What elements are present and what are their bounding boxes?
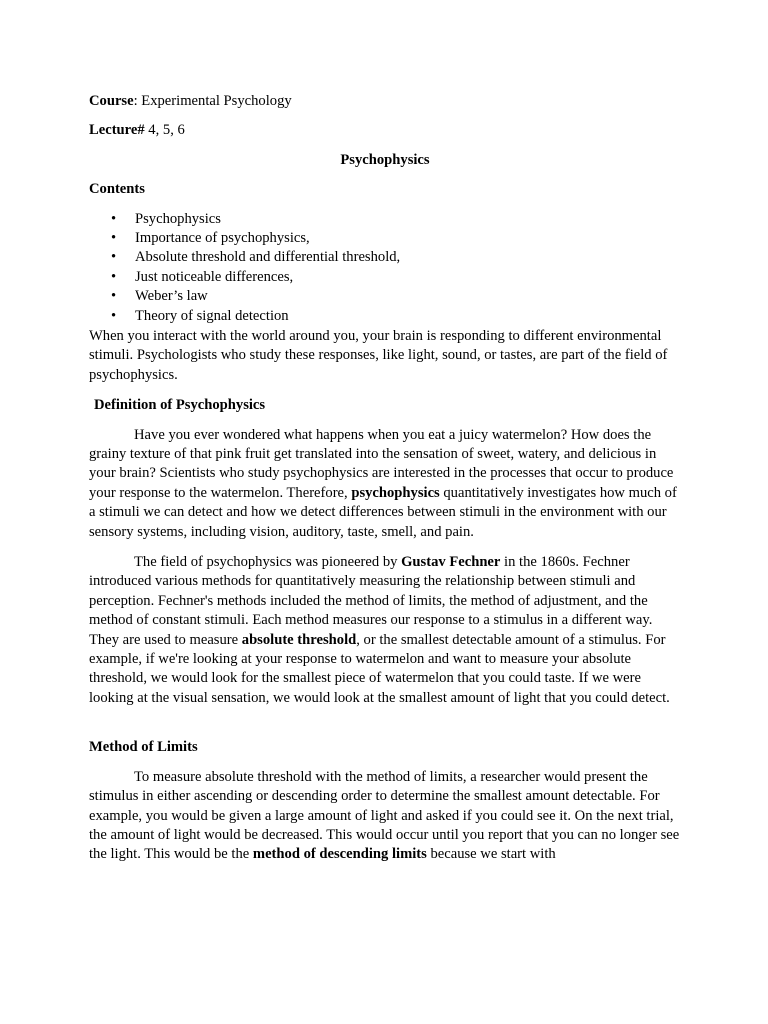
definition-paragraph-2 (89, 553, 681, 708)
contents-item-label: Absolute threshold and differential threshold, (135, 249, 401, 266)
bold-term: psychophysics (351, 484, 440, 501)
text-run: quantitatively investigates how much of a stimuli we can detect and how we detect differences between stimuli in the environment with our sensory systems, including vision, auditory, taste, smell, and pain. (89, 484, 677, 540)
bullet-icon: • (111, 249, 117, 266)
contents-item (89, 229, 681, 248)
contents-item (89, 268, 681, 287)
definition-paragraph-1 (89, 426, 681, 542)
text-run: To measure absolute threshold with the method of limits, a researcher would present the stimulus in either ascending or descending order to determine the smallest amount detectable. For example, you would be given a large amount of light and asked if you could see it. On the next trial, the amount of light would be decreased. This would occur until you report that you can no longer see the light. This would be the (89, 768, 680, 863)
contents-item (89, 287, 681, 306)
intro-paragraph: When you interact with the world around you, your brain is responding to different environmental stimuli. Psychologists who study these responses, like light, sound, or tastes, are part of the field of psychophysics. (89, 327, 668, 383)
contents-item-label: Importance of psychophysics, (135, 230, 310, 247)
document-title: Psychophysics (340, 151, 430, 168)
bold-term: method of descending limits (252, 846, 427, 863)
bullet-icon: • (111, 307, 117, 324)
contents-item-label: Psychophysics (135, 210, 221, 227)
bold-term: absolute threshold (241, 631, 357, 648)
contents-heading: Contents (89, 181, 145, 198)
contents-item-label: Theory of signal detection (135, 307, 289, 324)
text-run: in the 1860s. Fechner introduced various methods for quantitatively measuring the relationship between stimuli and perception. Fechner's methods included the method of limits, the method of adjustment, and the method of constant stimuli. Each method measures our response to a stimulus in a different way. They are used to measure (89, 554, 653, 648)
text-run: Have you ever wondered what happens when you eat a juicy watermelon? How does the grainy texture of that pink fruit get translated into the sensation of sweet, watery, and delicious in your brain? Scientists who study psychophysics are interested in the processes that occur to produce your response to the watermelon. Therefore, (89, 426, 674, 501)
bold-term: Gustav Fechner (401, 554, 501, 571)
bullet-icon: • (111, 268, 117, 285)
text-run: The field of psychophysics was pioneered by (134, 554, 402, 571)
limits-heading: Method of Limits (89, 739, 198, 756)
bullet-icon: • (111, 210, 117, 227)
course-value: : Experimental Psychology (133, 93, 292, 109)
lecture-label: Lecture# (89, 122, 145, 139)
text-run: , or the smallest detectable amount of a stimulus. For example, if we're looking at your response to watermelon and want to measure your absolute threshold, we would look for the smallest piece of watermelon that you could taste. If we were looking at the visual sensation, we would look at the smallest amount of light that you could detect. (89, 631, 670, 706)
contents-item (89, 248, 681, 267)
contents-item (89, 307, 681, 326)
text-run: because we start with (426, 846, 556, 863)
lecture-line (89, 121, 681, 140)
document-page (89, 92, 681, 876)
spacer (89, 719, 681, 738)
course-label: Course (89, 93, 134, 109)
lecture-value: 4, 5, 6 (144, 122, 185, 139)
definition-heading: Definition of Psychophysics (94, 397, 266, 414)
contents-item-label: Weber’s law (135, 288, 208, 305)
contents-item (89, 210, 681, 229)
limits-paragraph-1 (89, 768, 681, 865)
course-line (89, 92, 681, 111)
bullet-icon: • (111, 230, 117, 247)
contents-list (89, 210, 681, 326)
contents-item-label: Just noticeable differences, (135, 268, 294, 285)
bullet-icon: • (111, 288, 117, 305)
